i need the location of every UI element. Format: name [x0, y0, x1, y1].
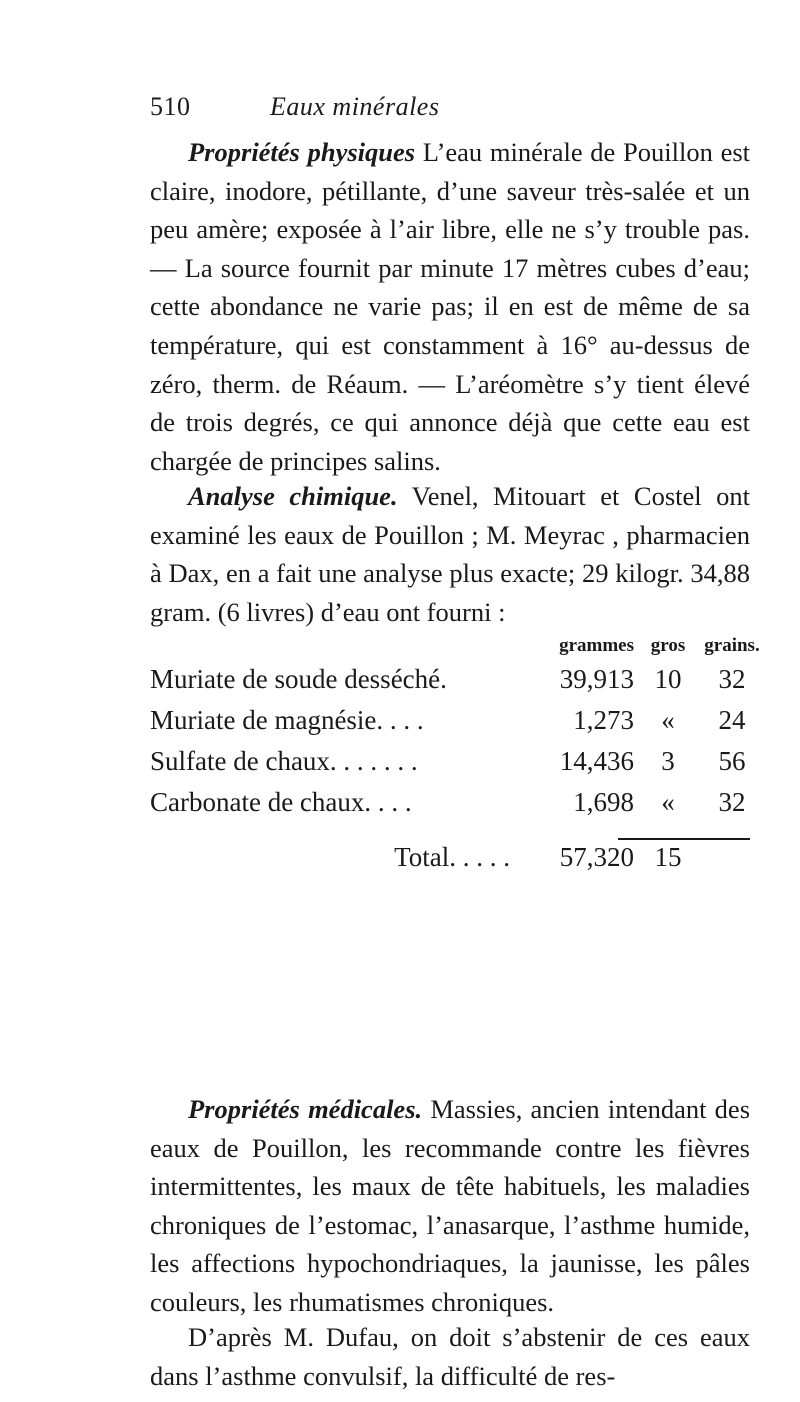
page-header [150, 92, 439, 122]
header-grammes: grammes [559, 635, 634, 656]
section-lead: Analyse chimique. [188, 481, 398, 511]
paragraph-chemical-analysis [150, 477, 750, 631]
paragraph-text: Massies, ancien intendant des eaux de Pouillon, les recommande contre les fièvres intermittentes, les maux de tête habituels, les maladies chroniques de l’estomac, l’anasarque, l’asthme humide, les affections hypochondriaques, la jaunisse, les pâles couleurs, les rhumatismes chroniques. [150, 1094, 751, 1317]
table-header-row [150, 633, 762, 659]
paragraph-text: Venel, Mitouart et Costel ont examiné les eaux de Pouillon ; M. Meyrac , pharmacien à Dax, en a fait une analyse plus exacte; 29 kilogr. 34,88 gram. (6 livres) d’eau ont fourni : [150, 481, 750, 627]
table-row: Muriate de soude desséché. 39,913 10 32 [150, 664, 746, 694]
paragraph-text: D’après M. Dufau, on doit s’abstenir de ces eaux dans l’asthme convulsif, la difficulté de res- [150, 1322, 750, 1391]
paragraph-physical-properties [150, 133, 750, 480]
paragraph-text: L’eau minérale de Pouillon est claire, inodore, pétillante, d’une saveur très-salée et un peu amère; exposée à l’air libre, elle ne s’y trouble pas. — La source fournit par minute 17 mètres cubes d’eau; cette abondance ne varie pas; il en est de même de sa température, qui est constamment à 16° au-dessus de zéro, therm. de Réaum. — L’aréomètre s’y tient élevé de trois degrés, ce qui annonce déjà que cette eau est chargée de principes salins. [150, 137, 751, 476]
table-total-row: Total. . . . . 57,320 15 [394, 841, 682, 872]
analysis-table [150, 633, 762, 879]
header-gros: gros [650, 635, 686, 656]
table-row: Sulfate de chaux. . . . . . . 14,436 3 56 [150, 746, 746, 776]
section-lead: Propriétés physiques [188, 137, 416, 167]
header-grains: grains. [704, 635, 760, 656]
table-row: Muriate de magnésie. . . . 1,273 « 24 [150, 705, 746, 735]
total-rule [618, 838, 750, 840]
page-number: 510 [150, 92, 191, 121]
section-lead: Propriétés médicales. [188, 1094, 423, 1124]
table-row: Carbonate de chaux. . . . 1,698 « 32 [150, 787, 746, 817]
paragraph-contraindications [150, 1318, 750, 1395]
paragraph-medical-properties [150, 1090, 750, 1322]
running-title: Eaux minérales [270, 92, 440, 121]
